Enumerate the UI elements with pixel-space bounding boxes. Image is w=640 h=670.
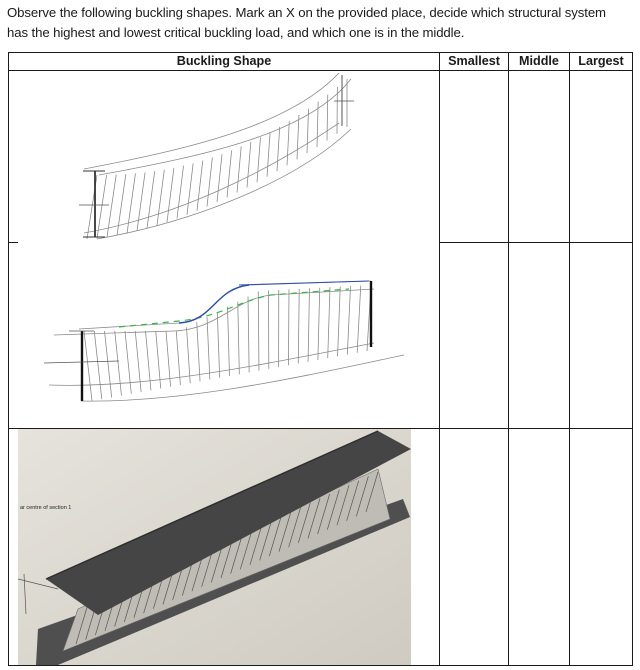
figure2-web-rib xyxy=(176,331,180,385)
figure1-web-rib xyxy=(237,146,241,192)
figure1-bottom-flange-front xyxy=(97,129,351,239)
figure2-web-rib xyxy=(187,327,191,383)
figure1-web-rib xyxy=(137,172,145,231)
instructions-line-2: has the highest and lowest critical buckling load, and which one is in the middle. xyxy=(7,25,465,40)
figure2-web-rib xyxy=(135,331,141,392)
figure1-web-rib xyxy=(127,173,135,233)
figure1-web-rib xyxy=(187,163,193,214)
instructions xyxy=(7,3,635,43)
mark-cell-row3-middle[interactable] xyxy=(509,429,569,665)
figure1-web-rib xyxy=(297,115,299,159)
mark-cell-row1-smallest[interactable] xyxy=(440,71,508,242)
figure2-web-rib xyxy=(197,322,200,381)
figure2-web-rib xyxy=(357,286,361,353)
table-bottom-border xyxy=(8,665,633,666)
figure2-web-rib xyxy=(318,288,320,360)
figure1-web-rib xyxy=(287,121,289,165)
mark-cell-row2-smallest[interactable] xyxy=(440,243,508,428)
photo-caption: ar centre of section 1 xyxy=(20,505,72,511)
figure2-web-rib xyxy=(338,287,341,357)
figure1-top-flange-back xyxy=(84,73,339,169)
figure1-web-rib xyxy=(117,174,126,235)
figure2-top-flange-back xyxy=(79,281,371,329)
figure1-web-rib xyxy=(257,137,260,182)
buckling-figure-1 xyxy=(9,71,439,242)
mark-cell-row2-middle[interactable] xyxy=(509,243,569,428)
figure2-web-rib xyxy=(125,331,131,394)
figure2-web-rib xyxy=(207,317,210,380)
figure2-web-rib xyxy=(105,331,112,397)
figure1-web-rib xyxy=(107,175,116,237)
figure2-web-rib xyxy=(115,331,122,396)
figure1-web-rib xyxy=(167,168,174,222)
figure2-web-rib xyxy=(228,307,230,376)
figure1-web-rib xyxy=(327,95,328,141)
figure2-web-rib xyxy=(217,312,219,378)
figure1-end-support xyxy=(79,171,109,237)
figure1-web-rib xyxy=(277,127,280,171)
figure1-web-rib xyxy=(217,154,222,202)
figure2-buckled-wave xyxy=(179,285,249,323)
figure1-web-rib xyxy=(197,161,203,211)
figure2-web-rib xyxy=(308,288,309,361)
header-middle: Middle xyxy=(519,54,559,68)
figure2-web-rib xyxy=(288,289,289,365)
figure1-wireframe xyxy=(84,73,351,239)
mark-cell-row1-middle[interactable] xyxy=(509,71,569,242)
figure2-web-rib xyxy=(94,331,102,399)
mark-cell-row3-largest[interactable] xyxy=(570,429,632,665)
mark-cell-row1-largest[interactable] xyxy=(570,71,632,242)
figure1-web-rib xyxy=(177,166,184,219)
table-right-border xyxy=(632,52,633,666)
figure2-web-rib xyxy=(238,302,240,375)
buckling-figure-2 xyxy=(9,243,439,428)
figure2-shear-centre-line xyxy=(119,289,349,327)
figure2-web-rib xyxy=(248,297,249,373)
figure1-web-rib xyxy=(227,150,232,197)
header-smallest: Smallest xyxy=(448,54,500,68)
mark-cell-row2-largest[interactable] xyxy=(570,243,632,428)
figure2-web-rib xyxy=(298,289,299,364)
figure1-web-rib xyxy=(157,170,164,226)
figure2-web-rib xyxy=(328,287,330,358)
figure2-top-flange-front xyxy=(54,289,374,335)
figure1-web-rib xyxy=(207,157,212,206)
figure2-web-rib xyxy=(84,331,92,401)
figure2-web-rib xyxy=(258,291,259,370)
mark-cell-row3-smallest[interactable] xyxy=(440,429,508,665)
buckling-figure-3-photo xyxy=(18,429,411,665)
header-buckling-shape: Buckling Shape xyxy=(176,54,272,68)
header-largest: Largest xyxy=(578,54,624,68)
figure1-web-rib xyxy=(267,132,270,177)
figure1-web-rib xyxy=(247,142,251,187)
instructions-line-1: Observe the following buckling shapes. Mark an X on the provided place, decide which structural system xyxy=(7,5,606,20)
figure1-web-rib xyxy=(147,171,155,228)
figure2-web-rib xyxy=(347,286,350,354)
figure1-top-flange-front xyxy=(99,79,351,175)
